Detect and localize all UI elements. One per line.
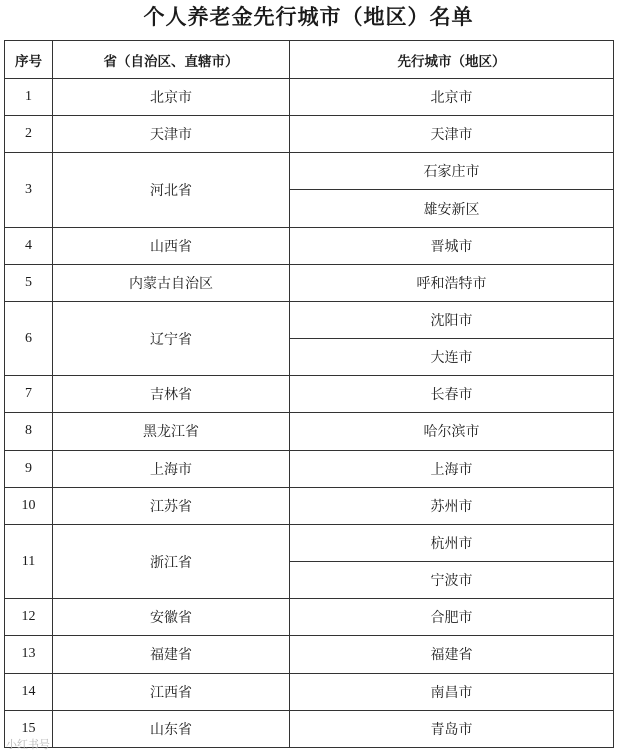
city-cell: 雄安新区	[290, 190, 614, 227]
row-index: 12	[5, 599, 53, 636]
row-index: 2	[5, 116, 53, 153]
table-row	[5, 487, 614, 524]
city-cell: 大连市	[290, 339, 614, 376]
table-body	[5, 79, 614, 748]
province-cell: 黑龙江省	[53, 413, 290, 450]
row-index: 11	[5, 524, 53, 598]
table-row	[5, 153, 614, 190]
province-cell: 山东省	[53, 710, 290, 747]
row-index: 7	[5, 376, 53, 413]
table-row	[5, 264, 614, 301]
city-cell: 北京市	[290, 79, 614, 116]
table-row	[5, 116, 614, 153]
row-index: 6	[5, 301, 53, 375]
table-row	[5, 710, 614, 747]
watermark: 小红书号	[6, 738, 50, 751]
table-row	[5, 524, 614, 561]
province-cell: 吉林省	[53, 376, 290, 413]
city-cell: 晋城市	[290, 227, 614, 264]
row-index: 10	[5, 487, 53, 524]
province-cell: 江西省	[53, 673, 290, 710]
city-cell: 天津市	[290, 116, 614, 153]
table-row	[5, 450, 614, 487]
table-row	[5, 79, 614, 116]
province-cell: 上海市	[53, 450, 290, 487]
city-cell: 呼和浩特市	[290, 264, 614, 301]
table-row	[5, 673, 614, 710]
table-row	[5, 413, 614, 450]
table-row	[5, 636, 614, 673]
row-index: 4	[5, 227, 53, 264]
province-cell: 福建省	[53, 636, 290, 673]
header-province: 省（自治区、直辖市）	[53, 41, 290, 79]
table-row	[5, 599, 614, 636]
province-cell: 江苏省	[53, 487, 290, 524]
city-cell: 合肥市	[290, 599, 614, 636]
city-cell: 福建省	[290, 636, 614, 673]
table-header-row	[5, 41, 614, 79]
pilot-cities-table	[4, 40, 614, 748]
row-index: 13	[5, 636, 53, 673]
province-cell: 河北省	[53, 153, 290, 227]
province-cell: 安徽省	[53, 599, 290, 636]
table-row	[5, 301, 614, 338]
header-city: 先行城市（地区）	[290, 41, 614, 79]
province-cell: 浙江省	[53, 524, 290, 598]
city-cell: 长春市	[290, 376, 614, 413]
row-index: 5	[5, 264, 53, 301]
city-cell: 南昌市	[290, 673, 614, 710]
row-index: 14	[5, 673, 53, 710]
page-title: 个人养老金先行城市（地区）名单	[143, 5, 474, 29]
city-cell: 青岛市	[290, 710, 614, 747]
province-cell: 内蒙古自治区	[53, 264, 290, 301]
city-cell: 哈尔滨市	[290, 413, 614, 450]
city-cell: 苏州市	[290, 487, 614, 524]
province-cell: 山西省	[53, 227, 290, 264]
city-cell: 杭州市	[290, 524, 614, 561]
city-cell: 石家庄市	[290, 153, 614, 190]
province-cell: 辽宁省	[53, 301, 290, 375]
province-cell: 北京市	[53, 79, 290, 116]
table-row	[5, 227, 614, 264]
table-row	[5, 376, 614, 413]
city-cell: 沈阳市	[290, 301, 614, 338]
header-index: 序号	[5, 41, 53, 79]
city-cell: 宁波市	[290, 562, 614, 599]
row-index: 9	[5, 450, 53, 487]
row-index: 3	[5, 153, 53, 227]
row-index: 1	[5, 79, 53, 116]
province-cell: 天津市	[53, 116, 290, 153]
row-index: 15	[5, 710, 53, 747]
row-index: 8	[5, 413, 53, 450]
city-cell: 上海市	[290, 450, 614, 487]
